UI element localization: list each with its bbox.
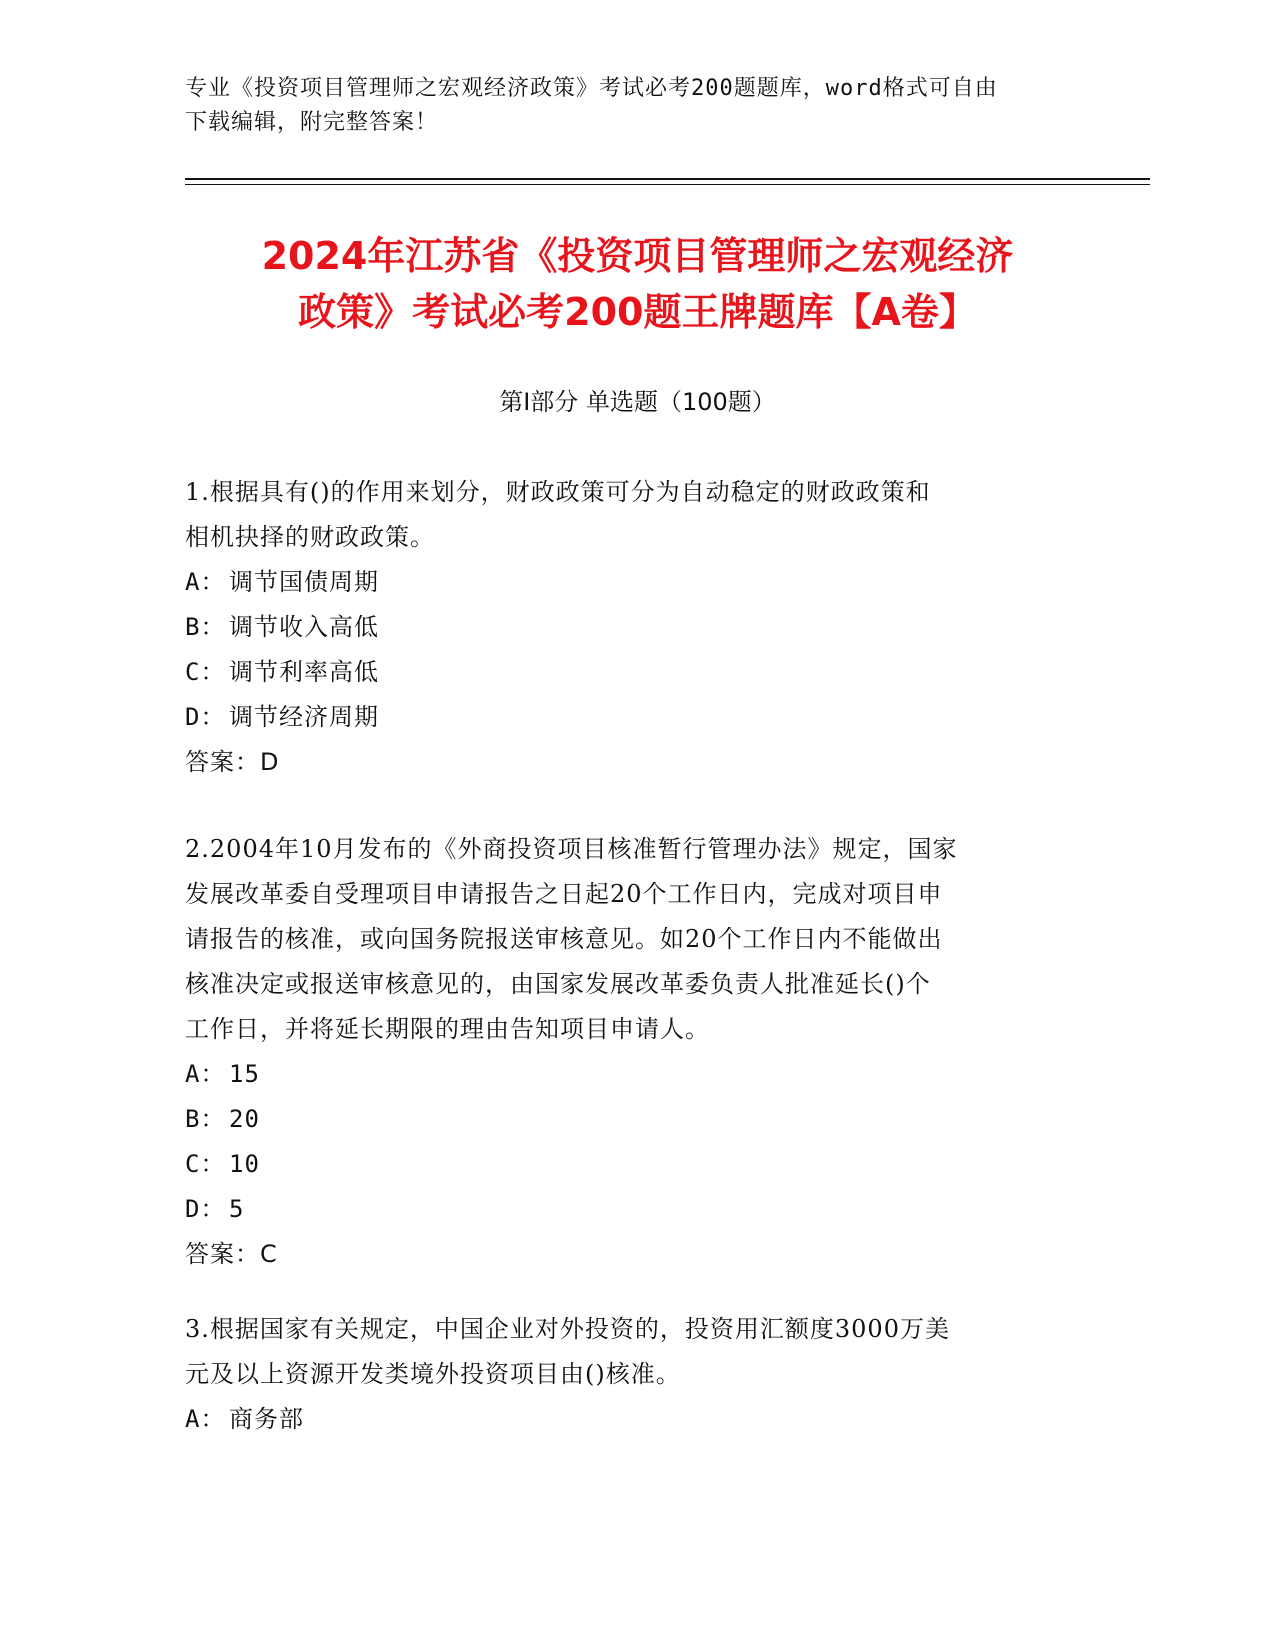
header-divider-thick xyxy=(185,178,1150,180)
section-heading: 第Ⅰ部分 单选题（100题） xyxy=(499,388,776,416)
option-key: A： xyxy=(185,568,226,596)
option-value: 商务部 xyxy=(229,1405,304,1433)
question-1-option-c xyxy=(185,650,1075,695)
question-1 xyxy=(185,470,1075,785)
option-value: 10 xyxy=(229,1150,260,1178)
option-value: 5 xyxy=(229,1195,245,1223)
header-divider-thin xyxy=(185,184,1150,185)
question-3 xyxy=(185,1307,1075,1442)
document-title-line2: 政策》考试必考200题王牌题库【A卷】 xyxy=(298,290,977,334)
option-key: C： xyxy=(185,658,226,686)
option-key: A： xyxy=(185,1405,226,1433)
question-3-option-a xyxy=(185,1397,1075,1442)
question-2-text-line4: 核准决定或报送审核意见的，由国家发展改革委负责人批准延长()个 xyxy=(185,970,931,998)
option-key: D： xyxy=(185,1195,226,1223)
question-1-answer: 答案：D xyxy=(185,748,280,776)
question-2-text-line2: 发展改革委自受理项目申请报告之日起20个工作日内，完成对项目申 xyxy=(185,880,943,908)
option-value: 20 xyxy=(229,1105,260,1133)
question-2-option-c xyxy=(185,1142,1075,1187)
option-key: C： xyxy=(185,1150,226,1178)
question-2-text-line1: 2.2004年10月发布的《外商投资项目核准暂行管理办法》规定，国家 xyxy=(185,835,958,863)
option-key: A： xyxy=(185,1060,226,1088)
question-3-text-line2: 元及以上资源开发类境外投资项目由()核准。 xyxy=(185,1360,681,1388)
option-value: 调节利率高低 xyxy=(229,658,379,686)
question-2-text-line5: 工作日，并将延长期限的理由告知项目申请人。 xyxy=(185,1015,710,1043)
option-value: 调节国债周期 xyxy=(229,568,379,596)
header-note-line2: 下载编辑，附完整答案！ xyxy=(185,110,439,135)
option-value: 调节收入高低 xyxy=(229,613,379,641)
option-key: B： xyxy=(185,613,226,641)
question-1-text-line1: 1.根据具有()的作用来划分，财政政策可分为自动稳定的财政政策和 xyxy=(185,478,931,506)
question-1-option-a xyxy=(185,560,1075,605)
document-title-line1: 2024年江苏省《投资项目管理师之宏观经济 xyxy=(261,234,1014,278)
header-note xyxy=(185,72,1085,140)
question-2-text-line3: 请报告的核准，或向国务院报送审核意见。如20个工作日内不能做出 xyxy=(185,925,943,953)
option-key: D： xyxy=(185,703,226,731)
option-value: 15 xyxy=(229,1060,260,1088)
option-key: B： xyxy=(185,1105,226,1133)
question-3-text-line1: 3.根据国家有关规定，中国企业对外投资的，投资用汇额度3000万美 xyxy=(185,1315,950,1343)
question-2 xyxy=(185,827,1075,1277)
question-1-option-d xyxy=(185,695,1075,740)
question-2-option-a xyxy=(185,1052,1075,1097)
question-2-option-d xyxy=(185,1187,1075,1232)
option-value: 调节经济周期 xyxy=(229,703,379,731)
question-2-answer: 答案：C xyxy=(185,1240,278,1268)
question-1-option-b xyxy=(185,605,1075,650)
document-title xyxy=(170,228,1105,340)
header-note-line1: 专业《投资项目管理师之宏观经济政策》考试必考200题题库，word格式可自由 xyxy=(185,76,998,101)
question-2-option-b xyxy=(185,1097,1075,1142)
question-1-text-line2: 相机抉择的财政政策。 xyxy=(185,523,435,551)
